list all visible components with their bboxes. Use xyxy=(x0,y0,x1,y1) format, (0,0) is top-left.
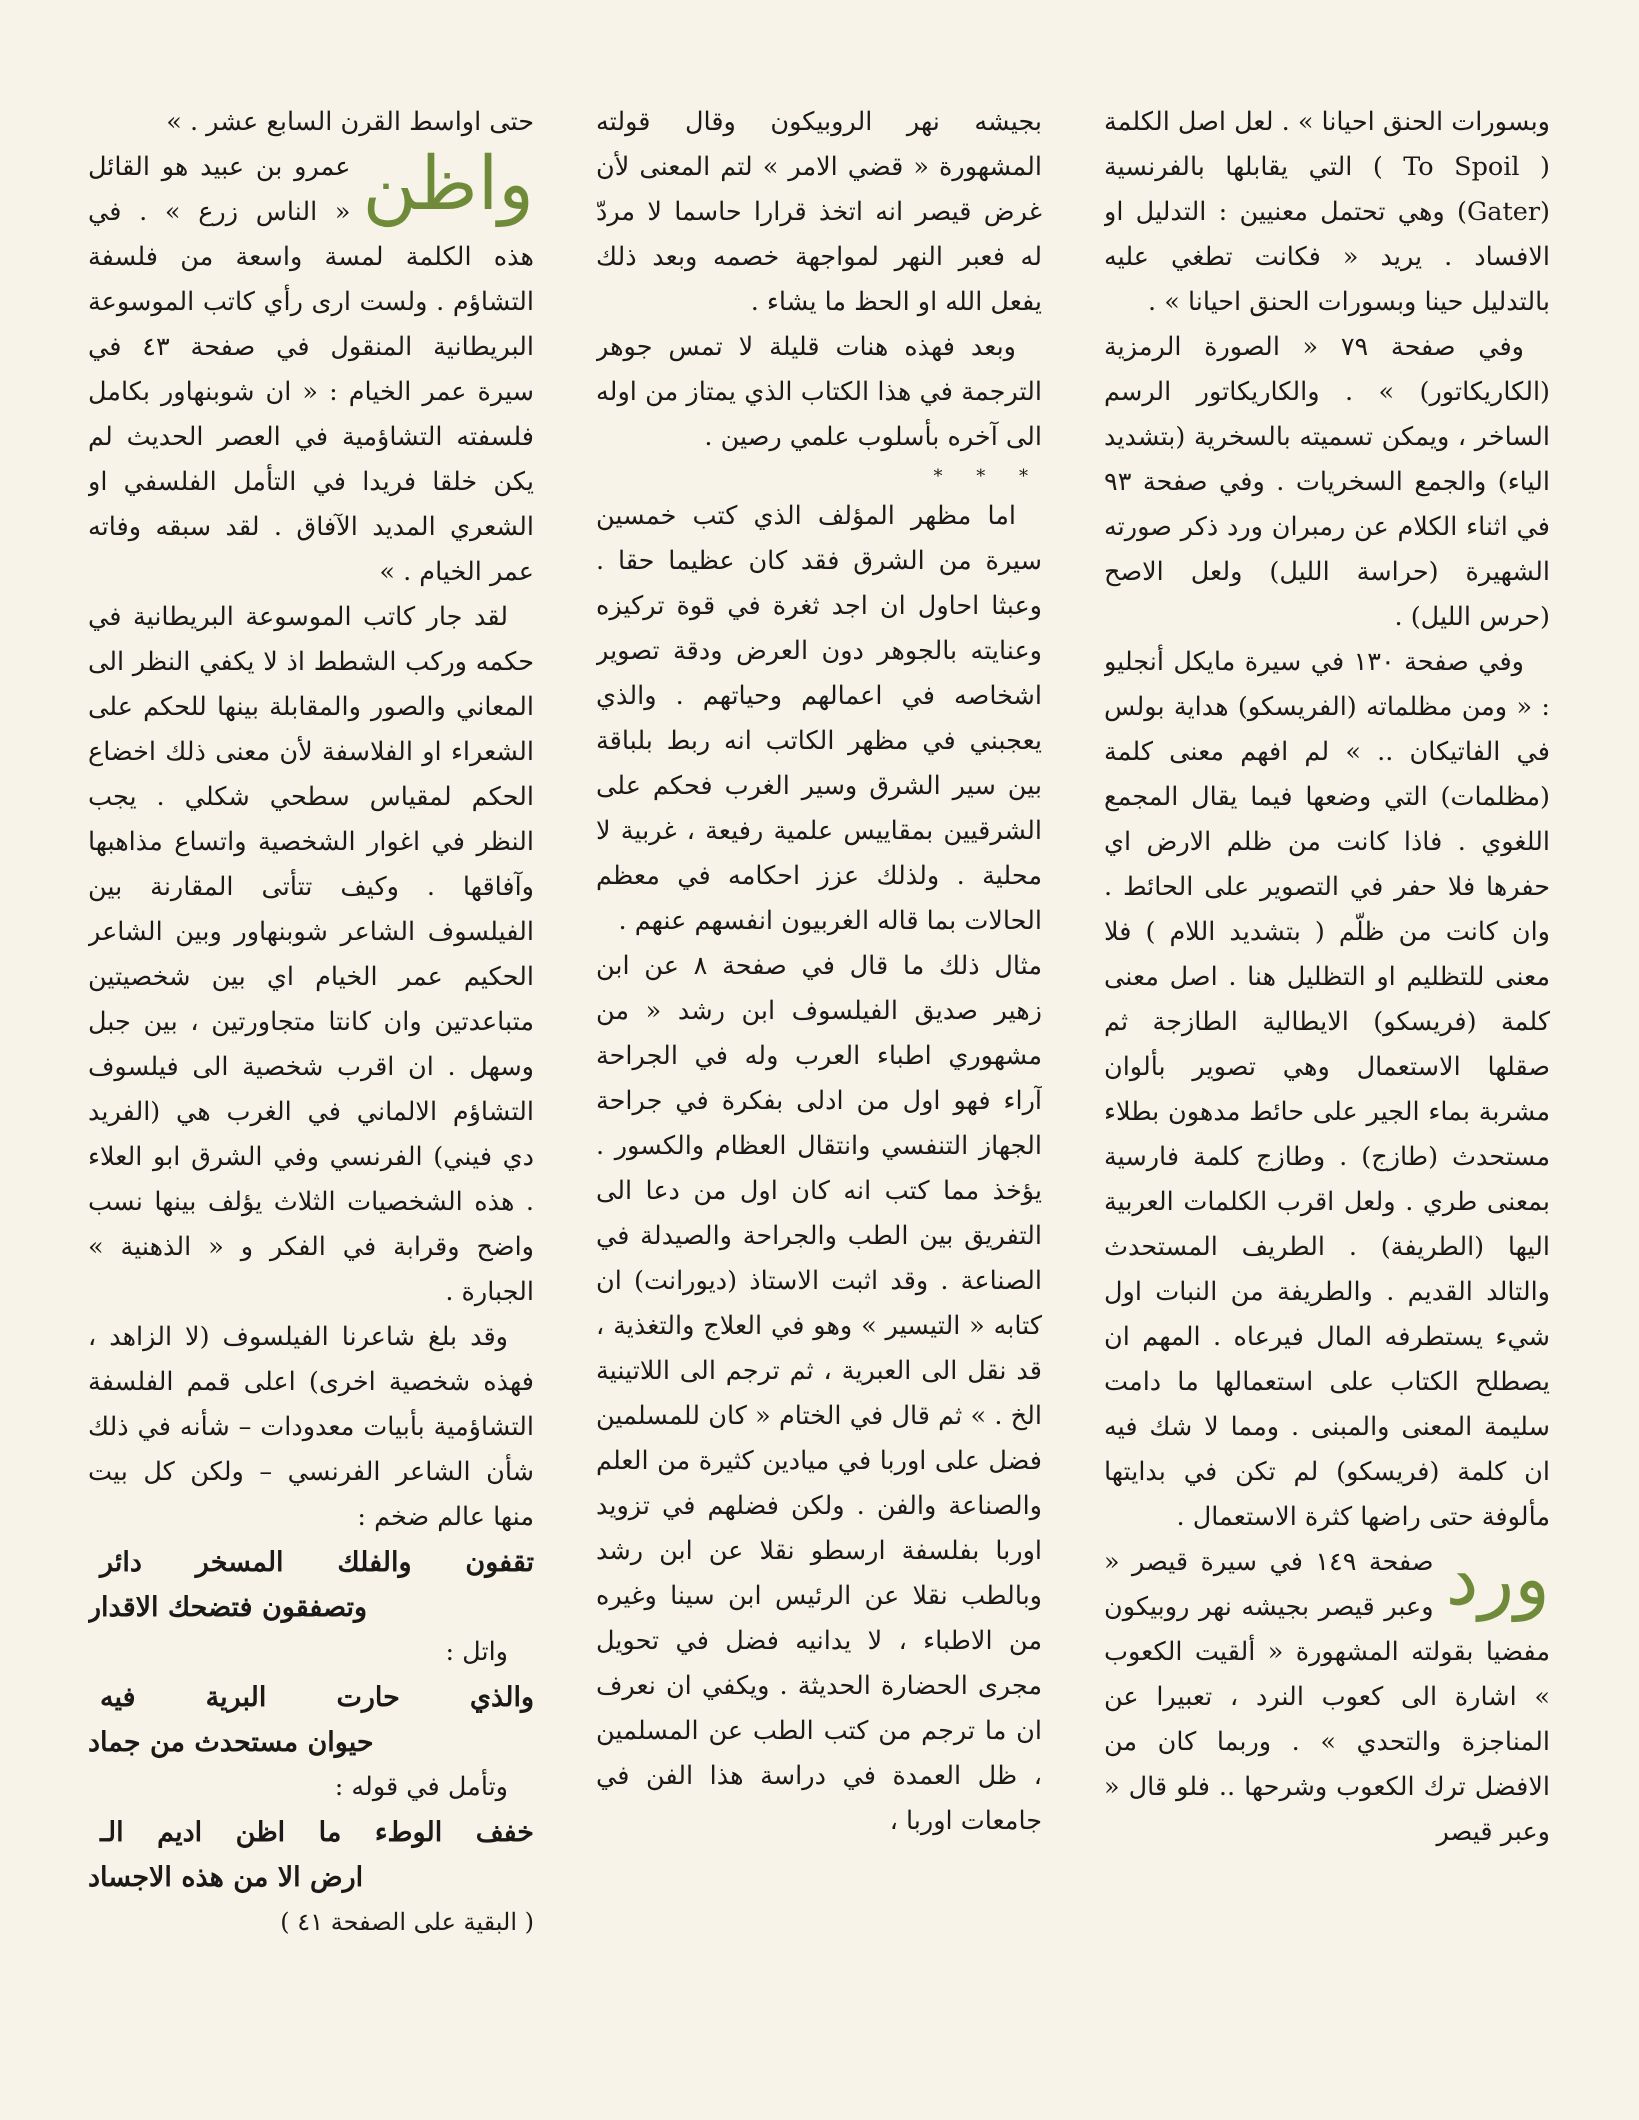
paragraph-text: صفحة ١٤٩ في سيرة قيصر « وعبر قيصر بجيشه نهر روبيكون مفضيا بقولته المشهورة « ألقيت الكعوب » اشارة الى كعوب النرد ، تعبيرا عن المناجزة والتحدي » . وربما كان من الافضل ترك الكعوب وشرحها .. فلو قال « وعبر قيصر xyxy=(1104,1547,1550,1847)
verse-second-hemistich: وتصفقون فتضحك الاقدار xyxy=(88,1592,368,1623)
paragraph: وبسورات الحنق احيانا » . لعل اصل الكلمة ( To Spoil ) التي يقابلها بالفرنسية (Gater) وهي تحتمل معنيين : التدليل او الافساد . يريد « فكانت تطغي عليه بالتدليل حينا وبسورات الحنق احيانا » . xyxy=(1104,107,1550,317)
magazine-page xyxy=(88,100,1550,2030)
paragraph: وبعد فهذه هنات قليلة لا تمس جوهر الترجمة في هذا الكتاب الذي يمتاز من اوله الى آخره بأسلوب علمي رصين . xyxy=(596,332,1042,452)
paragraph: حتى اواسط القرن السابع عشر . » xyxy=(166,107,534,137)
paragraph: وقد بلغ شاعرنا الفيلسوف (لا الزاهد ، فهذه شخصية اخرى) اعلى قمم الفلسفة التشاؤمية بأبيات معدودات – شأنه في ذلك شأن الشاعر الفرنسي – ولكن كل بيت منها عالم ضخم : xyxy=(88,1322,534,1532)
column-middle xyxy=(596,100,1042,2030)
column-left xyxy=(88,100,534,2030)
decorative-initial-word: واظن xyxy=(362,141,534,227)
paragraph: بجيشه نهر الروبيكون وقال قولته المشهورة « قضي الامر » لتم المعنى لأن غرض قيصر انه اتخذ قرارا حاسما لا مردّ له فعبر النهر لمواجهة خصمه وبعد ذلك يفعل الله او الحظ ما يشاء . xyxy=(596,107,1042,317)
column-right xyxy=(1104,100,1550,2030)
paragraph: واتل : xyxy=(445,1637,508,1667)
paragraph-with-initial xyxy=(1104,1536,1550,1855)
decorative-initial-word: ورد xyxy=(1445,1536,1550,1622)
verse-first-hemistich: والذي حارت البرية فيه xyxy=(100,1682,534,1713)
paragraph-with-initial xyxy=(88,141,534,595)
paragraph: لقد جار كاتب الموسوعة البريطانية في حكمه وركب الشطط اذ لا يكفي النظر الى المعاني والصور والمقابلة بينها للحكم على الشعراء او الفلاسفة لأن معنى ذلك اخضاع الحكم لمقياس سطحي شكلي . يجب النظر في اغوار الشخصية واتساع مذاهبها وآفاقها . وكيف تتأتى المقارنة بين الفيلسوف الشاعر شوبنهاور وبين الشاعر الحكيم عمر الخيام اي بين شخصيتين متباعدتين وان كانتا متجاورتين ، بين جبل وسهل . ان اقرب شخصية الى فيلسوف التشاؤم الالماني في الغرب هي (الفريد دي فيني) الفرنسي وفي الشرق ابو العلاء . هذه الشخصيات الثلاث يؤلف بينها نسب واضح وقرابة في الفكر و « الذهنية » الجبارة . xyxy=(88,602,534,1307)
paragraph: اما مظهر المؤلف الذي كتب خمسين سيرة من الشرق فقد كان عظيما حقا . وعبثا احاول ان اجد ثغرة في قوة تركيزه وعنايته بالجوهر دون العرض ودقة تصوير اشخاصه في اعمالهم وحياتهم . والذي يعجبني في مظهر الكاتب انه ربط بلباقة بين سير الشرق وسير الغرب فحكم على الشرقيين بمقاييس علمية رفيعة ، غربية لا محلية . ولذلك عزز احكامه في معظم الحالات بما قاله الغربيون انفسهم عنهم . xyxy=(596,501,1042,936)
section-separator: * * * xyxy=(933,466,1042,487)
paragraph: وفي صفحة ١٣٠ في سيرة مايكل أنجليو : « ومن مظلماته (الفريسكو) هداية بولس في الفاتيكان .. » لم افهم معنى كلمة (مظلمات) التي وضعها فيما يقال المجمع اللغوي . فاذا كانت من ظلم الارض اي حفرها فلا حفر في التصوير على الحائط . وان كانت من ظلّم ( بتشديد اللام ) فلا معنى للتظليم او التظليل هنا . اصل معنى كلمة (فريسكو) الايطالية الطازجة ثم صقلها الاستعمال وهي تصوير بألوان مشربة بماء الجير على حائط مدهون بطلاء مستحدث (طازج) . وطازج كلمة فارسية بمعنى طري . ولعل اقرب الكلمات العربية اليها (الطريفة) . الطريف المستحدث والتالد القديم . والطريفة من النبات اول شيء يستطرفه المال فيرعاه . المهم ان يصطلح الكتاب على استعمالها ما دامت سليمة المعنى والمبنى . ومما لا شك فيه ان كلمة (فريسكو) لم تكن في بدايتها مألوفة حتى راضها كثرة الاستعمال . xyxy=(1104,647,1550,1532)
paragraph: مثال ذلك ما قال في صفحة ٨ عن ابن زهير صديق الفيلسوف ابن رشد « من مشهوري اطباء العرب وله في الجراحة آراء فهو اول من ادلى بفكرة في جراحة الجهاز التنفسي وانتقال العظام والكسور . يؤخذ مما كتب انه كان اول من دعا الى التفريق بين الطب والجراحة والصيدلة في الصناعة . وقد اثبت الاستاذ (ديورانت) ان كتابه « التيسير » وهو في العلاج والتغذية ، قد نقل الى العبرية ، ثم ترجم الى اللاتينية الخ . » ثم قال في الختام « كان للمسلمين فضل على اوربا في ميادين كثيرة من العلم والصناعة والفن . ولكن فضلهم في تزويد اوربا بفلسفة ارسطو نقلا عن ابن رشد وبالطب نقلا عن الرئيس ابن سينا وغيره من الاطباء ، لا يدانيه فضل في تحويل مجرى الحضارة الحديثة . ويكفي ان نعرف ان ما ترجم من كتب الطب عن المسلمين ، ظل العمدة في دراسة هذا الفن في جامعات اوربا ، xyxy=(596,951,1042,1836)
verse-second-hemistich: حيوان مستحدث من جماد xyxy=(88,1727,374,1758)
verse-first-hemistich: خفف الوطء ما اظن اديم الـ xyxy=(100,1817,534,1848)
verse-first-hemistich: تقفون والفلك المسخر دائر xyxy=(100,1547,534,1578)
paragraph: وتأمل في قوله : xyxy=(334,1772,508,1802)
paragraph-text: عمرو بن عبيد هو القائل « الناس زرع » . في هذه الكلمة لمسة واسعة من فلسفة التشاؤم . ولست ارى رأي كاتب الموسوعة البريطانية المنقول في صفحة ٤٣ في سيرة عمر الخيام : « ان شوبنهاور بكامل فلسفته التشاؤمية في العصر الحديث لم يكن خلقا فريدا في التأمل الفلسفي او الشعري المديد الآفاق . لقد سبقه وفاته عمر الخيام . » xyxy=(88,152,534,587)
continued-note: ( البقية على الصفحة ٤١ ) xyxy=(280,1908,534,1936)
paragraph: وفي صفحة ٧٩ « الصورة الرمزية (الكاريكاتور) » . والكاريكاتور الرسم الساخر ، ويمكن تسميته بالسخرية (بتشديد الياء) والجمع السخريات . وفي صفحة ٩٣ في اثناء الكلام عن رمبران ورد ذكر صورته الشهيرة (حراسة الليل) ولعل الاصح (حرس الليل) . xyxy=(1104,332,1550,632)
verse-second-hemistich: ارض الا من هذه الاجساد xyxy=(88,1862,364,1893)
